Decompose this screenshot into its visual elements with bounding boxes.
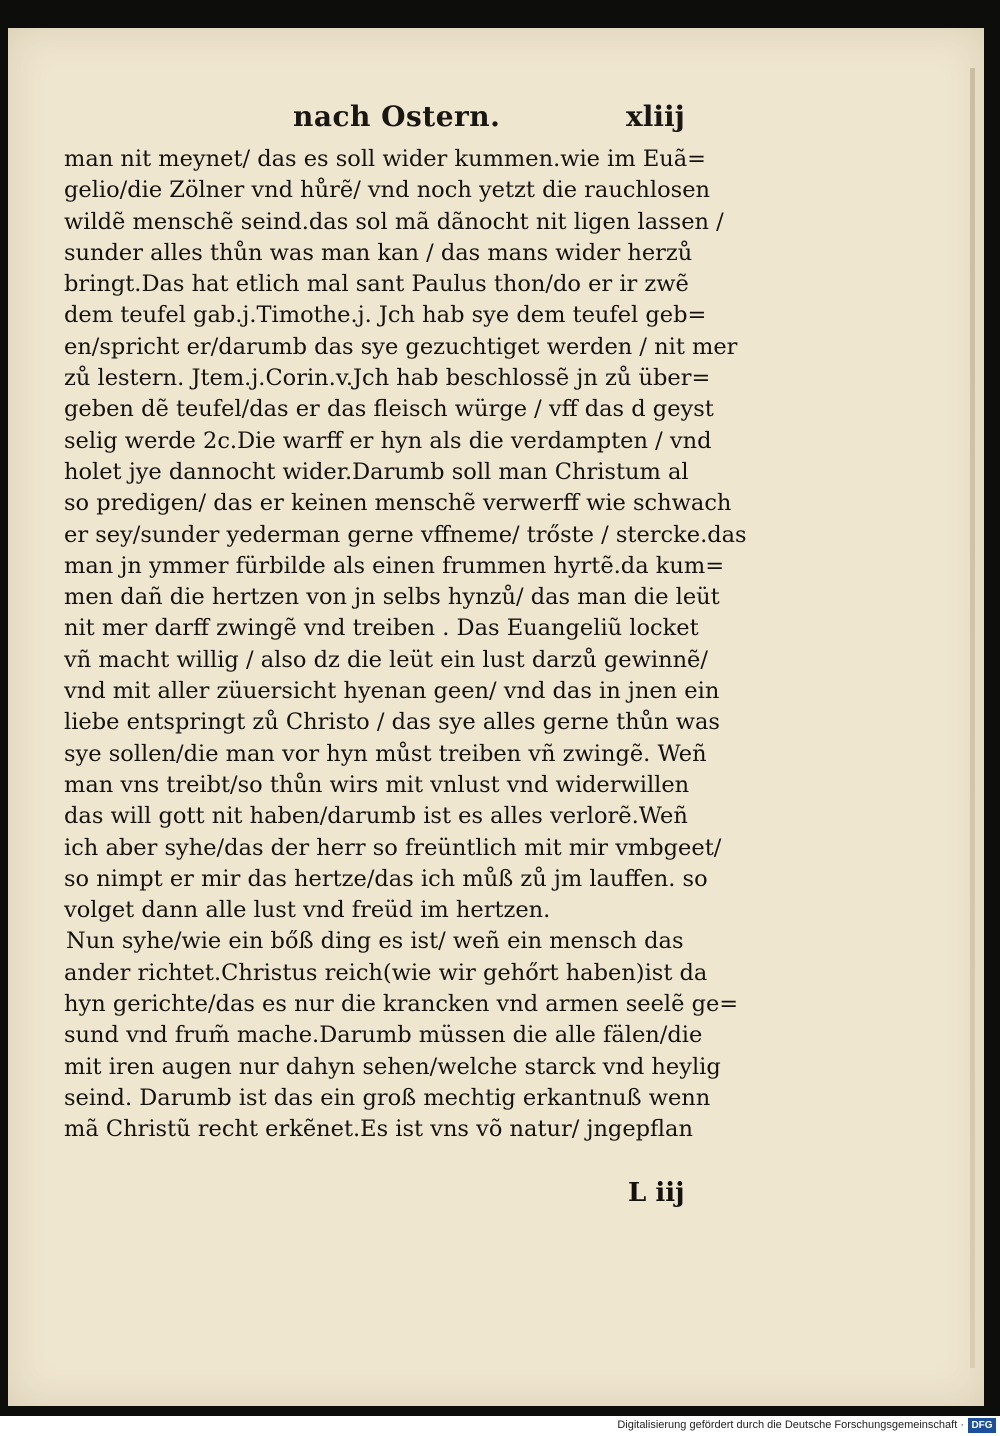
folio-number: xliij bbox=[626, 100, 685, 133]
text-line: man jn ymmer fürbilde als einen frummen hyrtẽ.da kum= bbox=[64, 552, 725, 579]
text-line: sund vnd frum̃ mache.Darumb müssen die alle fälen/die bbox=[64, 1022, 703, 1049]
text-line: holet jye dannocht wider.Darumb soll man Christum al bbox=[64, 458, 689, 485]
signature-mark: L iij bbox=[628, 1178, 685, 1208]
text-line: bringt.Das hat etlich mal sant Paulus thon/do er ir zwẽ bbox=[64, 271, 689, 298]
page-header bbox=[8, 96, 984, 136]
text-line: vnd mit aller züuersicht hyenan geen/ vnd das in jnen ein bbox=[64, 678, 720, 705]
text-line: zů lestern. Jtem.j.Corin.v.Jch hab beschlossẽ jn zů über= bbox=[64, 365, 711, 392]
funding-credit: Digitalisierung gefördert durch die Deutsche Forschungsgemeinschaft · bbox=[617, 1419, 964, 1431]
text-line: seind. Darumb ist das ein groß mechtig erkantnuß wenn bbox=[64, 1084, 711, 1111]
text-line: das will gott nit haben/darumb ist es alles verlorẽ.Weñ bbox=[64, 803, 688, 830]
text-line: mit iren augen nur dahyn sehen/welche starck vnd heylig bbox=[64, 1053, 721, 1080]
text-line: hyn gerichte/das es nur die krancken vnd armen seelẽ ge= bbox=[64, 991, 739, 1018]
text-line: gelio/die Zölner vnd hůrẽ/ vnd noch yetzt die rauchlosen bbox=[64, 177, 711, 204]
text-line: en/spricht er/darumb das sye gezuchtiget werden / nit mer bbox=[64, 333, 738, 360]
text-line: vñ macht willig / also dz die leüt ein lust darzů gewinnẽ/ bbox=[64, 646, 708, 673]
text-line: sunder alles thůn was man kan / das mans wider herzů bbox=[64, 239, 693, 266]
page-edge-shadow bbox=[970, 68, 975, 1368]
text-line: sye sollen/die man vor hyn můst treiben vñ zwingẽ. Weñ bbox=[64, 740, 707, 767]
book-page bbox=[8, 28, 984, 1406]
text-line: geben dẽ teufel/das er das fleisch würge / vff das d geyst bbox=[64, 396, 714, 423]
text-line: men dañ die hertzen von jn selbs hynzů/ das man die leüt bbox=[64, 584, 720, 611]
text-line: selig werde 2c.Die warff er hyn als die verdampten / vnd bbox=[64, 427, 712, 454]
dfg-logo-icon: DFG bbox=[968, 1418, 996, 1433]
text-line: wildẽ menschẽ seind.das sol mã dãnocht nit ligen lassen / bbox=[64, 208, 724, 235]
footer-bar bbox=[0, 1416, 1000, 1436]
text-line: er sey/sunder yederman gerne vffneme/ trőste / stercke.das bbox=[64, 521, 747, 548]
text-line: dem teufel gab.j.Timothe.j. Jch hab sye dem teufel geb= bbox=[64, 302, 707, 329]
text-line: man vns treibt/so thůn wirs mit vnlust vnd widerwillen bbox=[64, 771, 690, 798]
text-line: ander richtet.Christus reich(wie wir gehőrt haben)ist da bbox=[64, 959, 708, 986]
text-line: liebe entspringt zů Christo / das sye alles gerne thůn was bbox=[64, 709, 720, 736]
body-text bbox=[64, 144, 778, 1146]
text-line: man nit meynet/ das es soll wider kummen.wie im Euã= bbox=[64, 146, 707, 172]
text-line: so predigen/ das er keinen menschẽ verwerff wie schwach bbox=[64, 490, 732, 517]
text-line: so nimpt er mir das hertze/das ich můß zů jm lauffen. so bbox=[64, 865, 708, 892]
text-line: nit mer darff zwingẽ vnd treiben . Das Euangeliũ locket bbox=[64, 615, 699, 642]
text-line: ich aber syhe/das der herr so freüntlich mit mir vmbgeet/ bbox=[64, 834, 722, 861]
text-line: mã Christũ recht erkẽnet.Es ist vns võ natur/ jngepflan bbox=[64, 1116, 693, 1143]
text-line: volget dann alle lust vnd freüd im hertzen. bbox=[64, 897, 551, 924]
running-head: nach Ostern. bbox=[293, 100, 501, 133]
text-line: Nun syhe/wie ein bőß ding es ist/ weñ ein mensch das bbox=[66, 928, 684, 955]
